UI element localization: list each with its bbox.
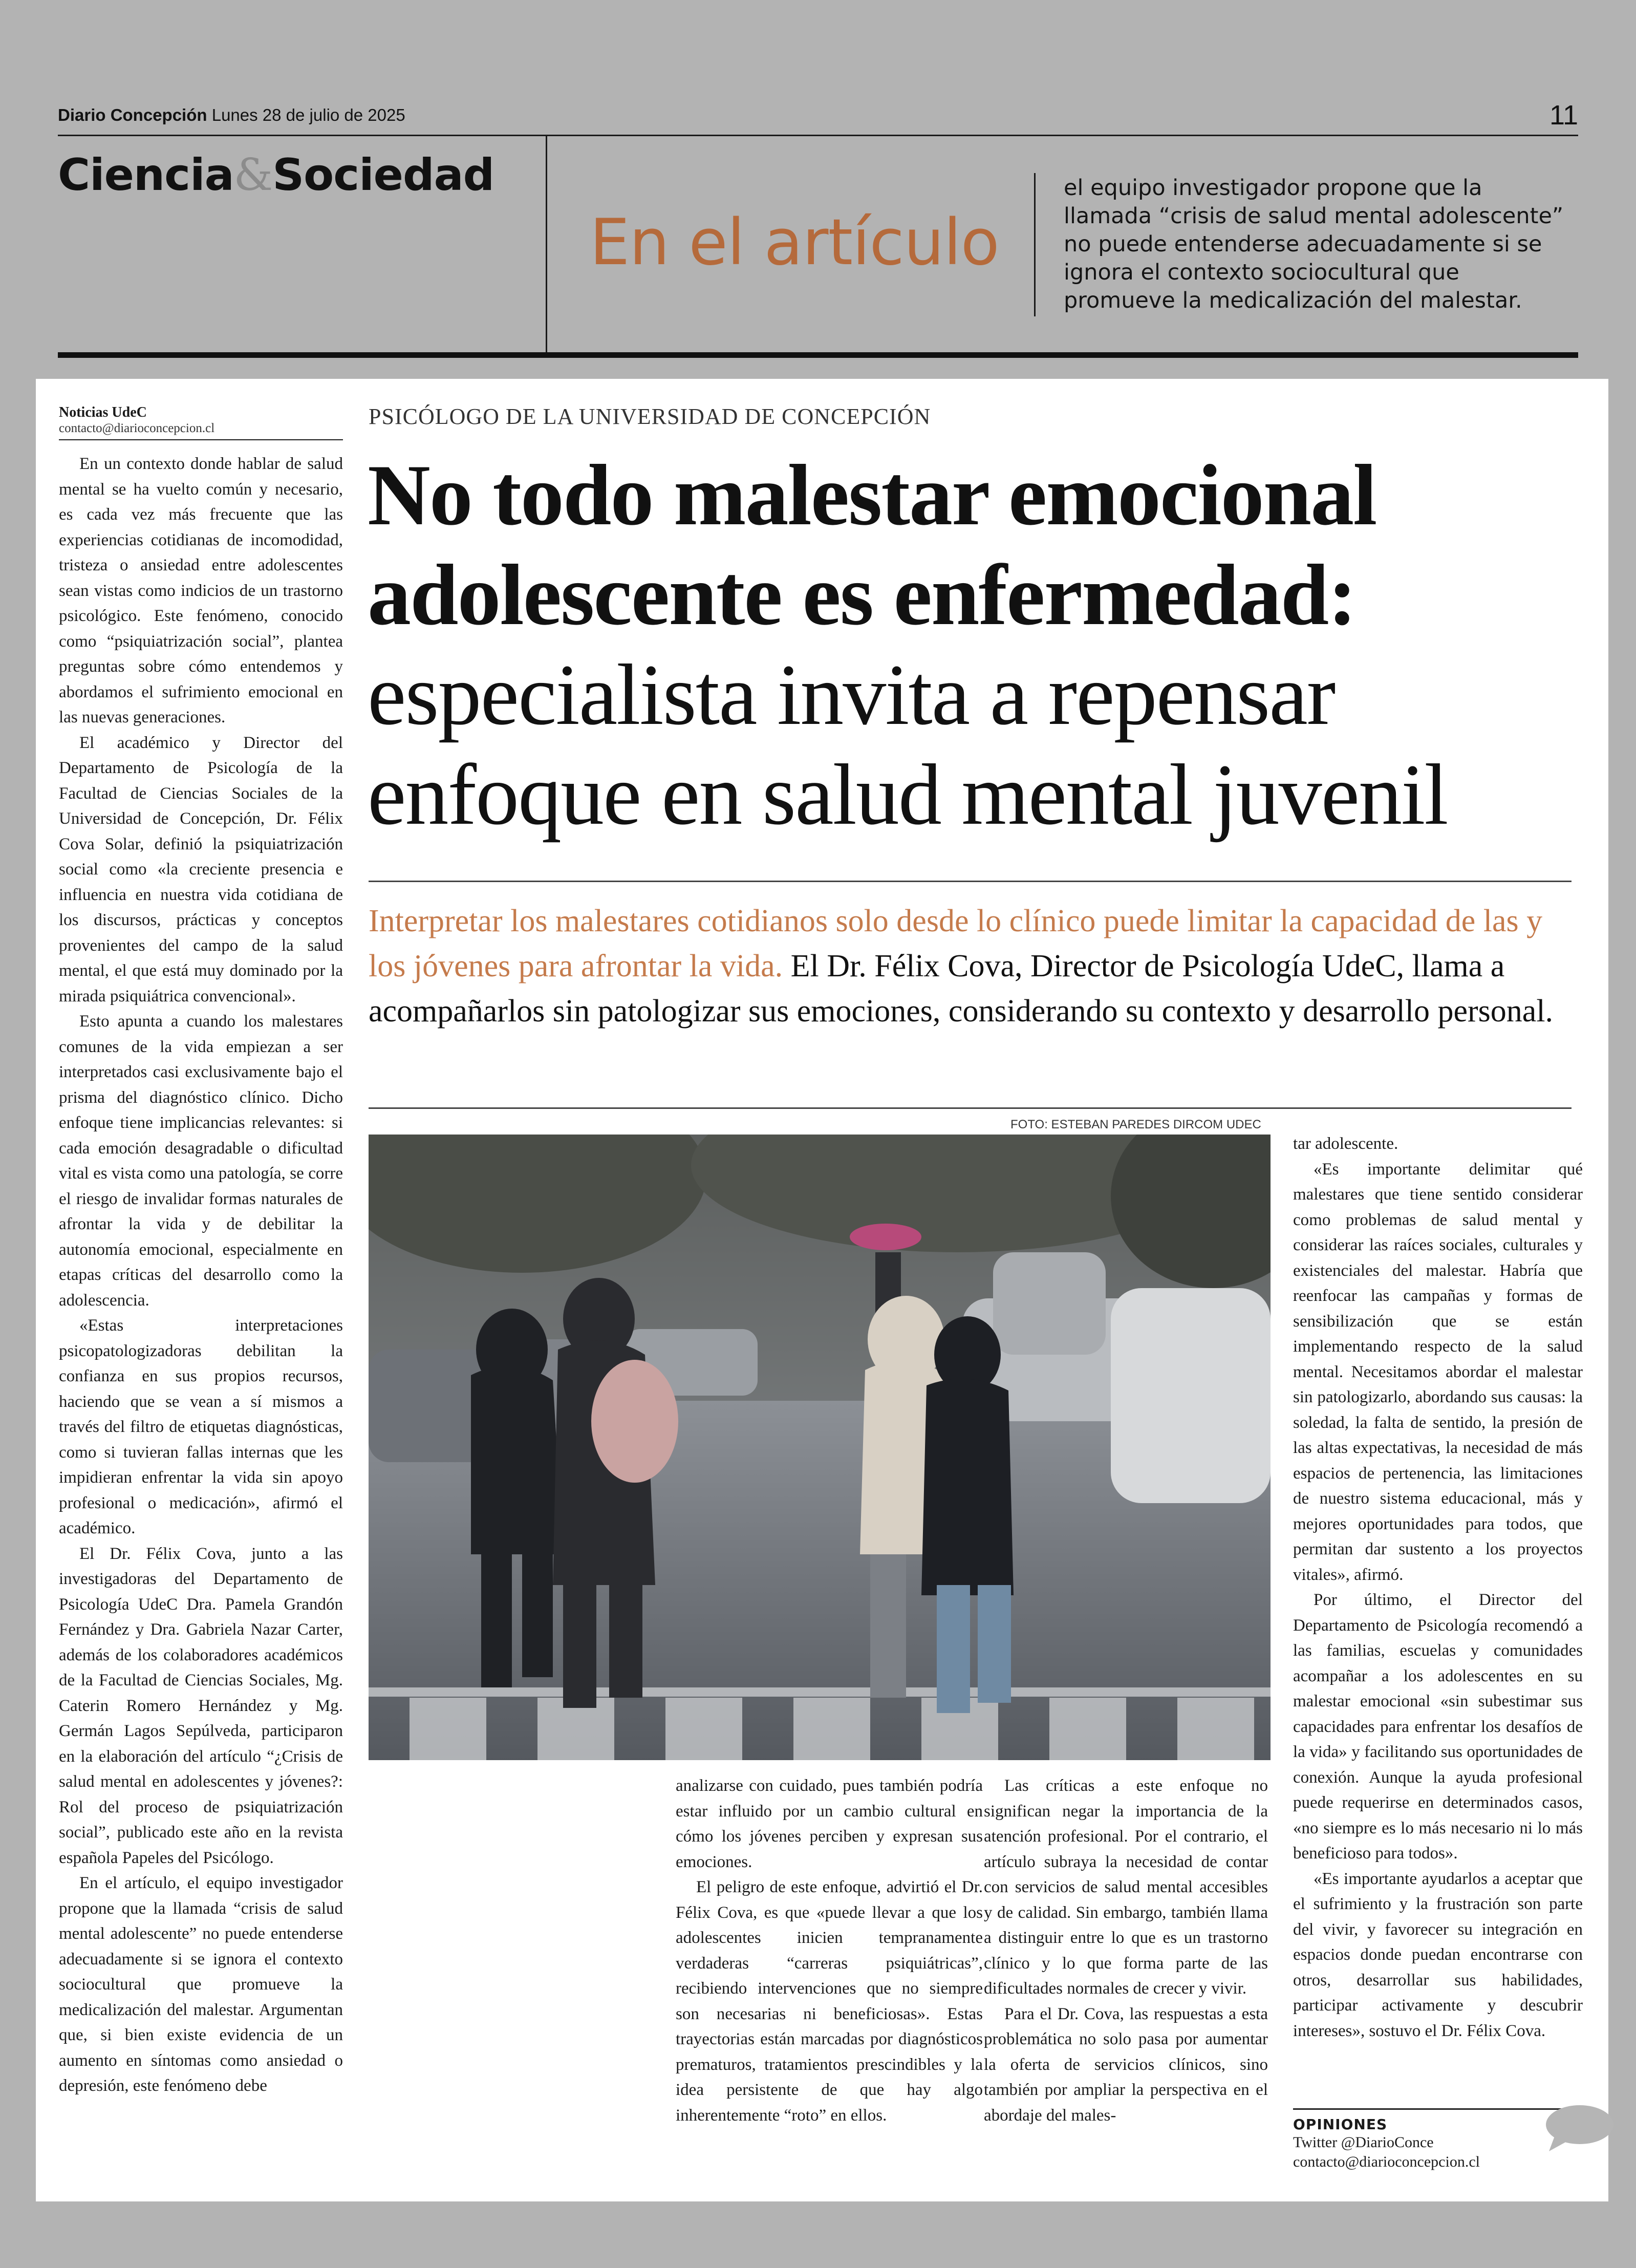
section-title-main: Ciencia	[58, 149, 234, 201]
opinions-box	[1293, 2108, 1583, 2172]
opinions-twitter[interactable]: Twitter @DiarioConce	[1293, 2134, 1434, 2151]
paragraph: «Es importante ayudarlos a aceptar que el sufrimiento y la frustración son parte del vivir, y favorecer su integración en espacios donde puedan encontrarse con otros, desarrollar sus habilidades, participar activamente y descubrir intereses», sostuvo el Dr. Félix Cova.	[1293, 1869, 1583, 2040]
middle-column-2	[984, 1773, 1268, 2128]
paragraph: En el artículo, el equipo investigador propone que la llamada “crisis de salud mental adolescente” no puede entenderse adecuadamente si se ignora el contexto sociocultural que promueve la medicalización del malestar. Argumentan que, si bien existe evidencia de un aumento en síntomas como ansiedad o depresión, este fenómeno debe	[59, 1874, 343, 2095]
street-scene-image	[369, 1135, 1271, 1760]
quote-divider	[1034, 173, 1036, 316]
opinions-rule	[1293, 2108, 1583, 2110]
paragraph: El académico y Director del Departamento de Psicología de la Facultad de Ciencias Sociales de la Universidad de Concepción, Dr. Félix Cova Solar, definió la psiquiatrización social como «la creciente presencia e influencia en nuestra vida cotidiana de los discursos, prácticas y conceptos provenientes del campo de la salud mental, el que está muy dominado por la mirada psiquiátrica convencional».	[59, 733, 343, 1005]
issue-date: Lunes 28 de julio de 2025	[211, 105, 405, 124]
opinions-title: OPINIONES	[1293, 2116, 1388, 2133]
article-kicker: PSICÓLOGO DE LA UNIVERSIDAD DE CONCEPCIÓN	[369, 404, 931, 429]
byline-rule	[59, 439, 343, 440]
headline-line: especialista invita a repensar	[368, 647, 1335, 743]
byline-email[interactable]: contacto@diarioconcepcion.cl	[59, 421, 215, 435]
page-number: 11	[1549, 100, 1578, 131]
middle-column	[676, 1773, 983, 2128]
deck-rest: El Dr. Félix Cova, Director de Psicología UdeC, llama a acompañarlos sin patologizar sus emociones, considerando su contexto y desarrollo personal.	[369, 949, 1554, 1029]
speech-bubble-icon	[1544, 2103, 1615, 2153]
article-deck	[369, 898, 1572, 1034]
photo-credit: FOTO: ESTEBAN PAREDES DIRCOM UDEC	[1010, 1118, 1261, 1131]
dateline	[58, 105, 405, 125]
page-header	[0, 0, 1636, 369]
deck-top-rule	[369, 881, 1572, 882]
header-divider	[546, 136, 547, 353]
article-photo	[369, 1135, 1271, 1760]
headline-line: No todo malestar emocional	[368, 447, 1376, 543]
paragraph: El Dr. Félix Cova, junto a las investigadoras del Departamento de Psicología UdeC Dra. Pamela Grandón Fernández y Dra. Gabriela Nazar Carter, además de los colaboradores académicos de la Facultad de Ciencias Sociales, Mg. Caterin Romero Hernández y Mg. Germán Lagos Sepúlveda, participaron en la elaboración del artículo “¿Crisis de salud mental en adolescentes y jóvenes?: Rol del proceso de psiquiatrización social”, publicado este año en la revista española Papeles del Psicólogo.	[59, 1544, 343, 1867]
paper-name: Diario Concepción	[58, 105, 207, 124]
section-title-amp: &	[233, 149, 273, 201]
paragraph: tar adolescente.	[1293, 1135, 1398, 1153]
section-title	[58, 149, 494, 201]
paragraph: Por último, el Director del Departamento de Psicología recomendó a las familias, escuelas y comunidades acompañar a los adolescentes en su malestar emocional «sin subestimar sus capacidades para enfrentar los desafíos de la vida» y facilitando sus oportunidades de conexión. Aunque la ayuda profesional puede requerirse en determinados casos, «no siempre es lo más necesario ni lo más beneficioso para todos».	[1293, 1591, 1583, 1863]
paragraph: analizarse con cuidado, pues también podría estar influido por un cambio cultural en cómo los jóvenes perciben y expresan sus emociones.	[676, 1777, 983, 1871]
headline-line: enfoque en salud mental juvenil	[368, 746, 1448, 843]
right-column	[1293, 1131, 1583, 2044]
paragraph: El peligro de este enfoque, advirtió el Dr. Félix Cova, es que «puede llevar a que los adolescentes inicien tempranamente verdaderas “carreras psiquiátricas”, recibiendo intervenciones que no siempre son necesarias ni beneficiosas». Estas trayectorias están marcadas por diagnósticos prematuros, tratamientos prescindibles y la idea persistente de que hay algo inherentemente “roto” en ellos.	[676, 1878, 983, 2125]
header-rule	[58, 135, 1578, 136]
left-column	[59, 404, 343, 2099]
left-column-text	[59, 452, 343, 2099]
section-title-rest: Sociedad	[272, 149, 494, 201]
deck-bottom-rule	[369, 1107, 1572, 1109]
paragraph: Las críticas a este enfoque no significan negar la importancia de la atención profesional. Por el contrario, el artículo subraya la necesidad de contar con servicios de salud mental accesibles y de calidad. Sin embargo, también llama a distinguir entre lo que es un trastorno clínico y lo que forma parte de las dificultades normales de crecer y vivir.	[984, 1777, 1268, 1998]
header-pull-quote: el equipo investigador propone que la llamada “crisis de salud mental adolescente” no puede entenderse adecuadamente si se ignora el contexto sociocultural que promueve la medicalización del malestar.	[1064, 175, 1564, 313]
header-thick-rule	[58, 352, 1578, 358]
opinions-email[interactable]: contacto@diarioconcepcion.cl	[1293, 2153, 1480, 2170]
paragraph: «Estas interpretaciones psicopatologizadoras debilitan la confianza en sus propios recursos, haciendo que se vean a sí mismos a través del filtro de etiquetas diagnósticas, como si tuvieran fallas internas que les impidieran enfrentar la vida sin apoyo profesional o medicación», afirmó el académico.	[59, 1316, 343, 1537]
paragraph: Esto apunta a cuando los malestares comunes de la vida empiezan a ser interpretados casi exclusivamente bajo el prisma del diagnóstico clínico. Dicho enfoque tiene implicancias relevantes: si cada emoción desagradable o dificultad vital es vista como una patología, se corre el riesgo de invalidar formas naturales de afrontar la vida y de debilitar la autonomía emocional, especialmente en etapas críticas del desarrollo como la adolescencia.	[59, 1012, 343, 1310]
headline-line: adolescente es enfermedad:	[368, 547, 1356, 643]
deck-accent: Interpretar los malestares cotidianos solo desde lo clínico puede limitar la capacidad de las y los jóvenes para afrontar la vida.	[369, 904, 1543, 983]
paragraph: En un contexto donde hablar de salud mental se ha vuelto común y necesario, es cada vez más frecuente que las experiencias cotidianas de incomodidad, tristeza o ansiedad entre adolescentes sean vistas como indicios de un trastorno psicológico. Este fenómeno, conocido como “psiquiatrización social”, plantea preguntas sobre cómo entendemos y abordamos el sufrimiento emocional en las nuevas generaciones.	[59, 455, 343, 726]
paragraph: Para el Dr. Cova, las respuestas a esta problemática no solo pasa por aumentar la oferta de servicios clínicos, sino también por ampliar la perspectiva en el abordaje del males-	[984, 2004, 1268, 2125]
en-el-articulo-label: En el artículo	[590, 206, 999, 280]
byline-name: Noticias UdeC	[59, 404, 147, 420]
article-headline	[368, 445, 1606, 845]
paragraph: «Es importante delimitar qué malestares que tiene sentido considerar como problemas de salud mental y considerar las raíces sociales, culturales y existenciales del malestar. Habría que reenfocar las campañas y formas de sensibilización que se están implementando respecto de la salud mental. Necesitamos abordar el malestar sin patologizarlo, abordando sus causas: la soledad, la falta de sentido, la presión de las altas expectativas, la necesidad de más espacios de pertenencia, las limitaciones de nuestro sistema educacional, más y mejores oportunidades para todos, que permitan dar sustento a los proyectos vitales», afirmó.	[1293, 1160, 1583, 1584]
article-page	[36, 379, 1608, 2201]
